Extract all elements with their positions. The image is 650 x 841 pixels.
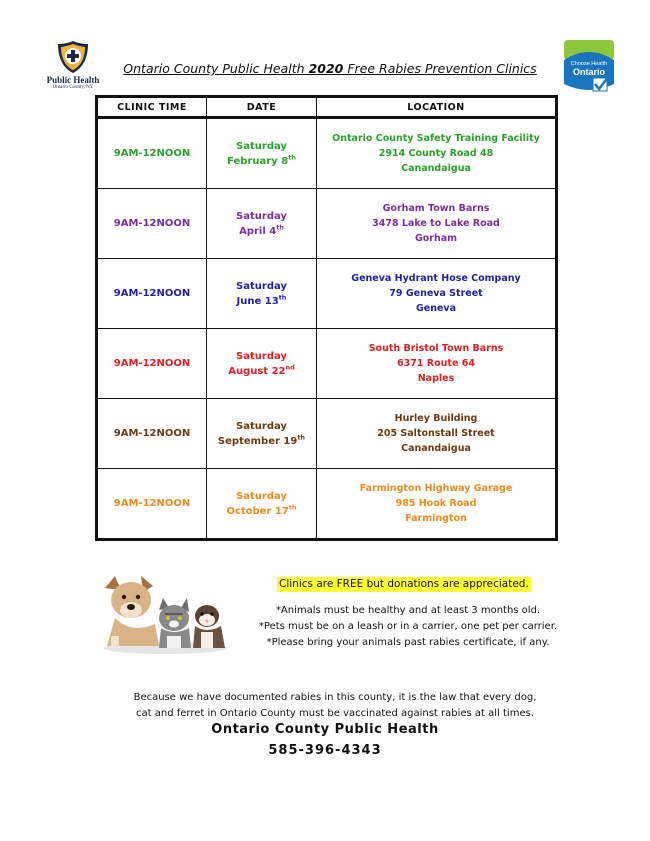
logo-left-sub: Ontario County, NY <box>52 85 94 90</box>
cell-time: 9AM-12NOON <box>97 399 207 469</box>
cell-date-suffix: th <box>276 223 284 232</box>
table-row <box>97 399 557 469</box>
cell-date-text: April 4 <box>239 225 277 237</box>
cell-location-name: Gorham Town Barns <box>382 203 490 214</box>
cell-location-address: 2914 County Road 48 <box>378 148 494 159</box>
cell-day: Saturday <box>236 140 287 152</box>
cell-location <box>317 329 557 399</box>
cell-day: Saturday <box>236 350 287 362</box>
cell-location-town: Geneva <box>415 303 457 314</box>
cell-location-town: Canandaigua <box>401 443 471 454</box>
cell-date <box>207 189 317 259</box>
cell-location-address: 3478 Lake to Lake Road <box>372 218 500 229</box>
cell-date-text: September 19 <box>217 435 298 447</box>
cell-date <box>207 118 317 189</box>
logo-right-line2: Ontario <box>572 67 606 77</box>
page-title <box>120 61 540 76</box>
title-prefix: Ontario County Public Health <box>123 61 309 76</box>
cell-location <box>317 189 557 259</box>
free-clinics-notice: Clinics are FREE but donations are appreciated. <box>279 578 529 590</box>
rule-item: *Animals must be healthy and at least 3 months old. <box>275 605 541 616</box>
cell-date <box>207 469 317 540</box>
ferret-image <box>193 605 225 648</box>
cell-date-suffix: th <box>288 153 296 162</box>
rule-item: *Pets must be on a leash or in a carrier, one pet per carrier. <box>258 621 558 632</box>
table-row <box>97 189 557 259</box>
cell-location-name: South Bristol Town Barns <box>368 343 504 354</box>
cell-location-address: 205 Saltonstall Street <box>377 428 495 439</box>
cell-day: Saturday <box>236 280 287 292</box>
table-row <box>97 118 557 189</box>
cell-date-text: August 22 <box>228 365 286 377</box>
cell-location-town: Farmington <box>405 513 467 524</box>
dog-image <box>105 576 159 646</box>
cell-location-town: Naples <box>417 373 455 384</box>
cell-date-text: June 13 <box>236 295 279 307</box>
cell-day: Saturday <box>236 420 287 432</box>
table-row <box>97 469 557 540</box>
organization-name: Ontario County Public Health <box>211 722 439 737</box>
logo-left-name: Public Health <box>46 75 100 85</box>
law-paragraph <box>100 690 570 722</box>
table-row <box>97 259 557 329</box>
cell-location-name: Ontario County Safety Training Facility <box>332 133 540 144</box>
rule-item: *Please bring your animals past rabies certificate, if any. <box>266 637 550 648</box>
cell-date-text: October 17 <box>226 505 289 517</box>
clinic-schedule-table <box>95 95 558 541</box>
column-header-date: DATE <box>207 97 317 118</box>
cell-time: 9AM-12NOON <box>97 189 207 259</box>
pets-photo <box>97 566 233 656</box>
cell-date-suffix: th <box>278 293 287 302</box>
cell-time: 9AM-12NOON <box>97 469 207 540</box>
cell-date <box>207 329 317 399</box>
column-header-time: CLINIC TIME <box>97 97 207 118</box>
table-row <box>97 329 557 399</box>
cat-image <box>159 598 191 648</box>
title-suffix: Free Rabies Prevention Clinics <box>343 61 537 76</box>
public-health-logo <box>38 40 108 96</box>
cell-date-suffix: th <box>297 433 306 442</box>
logo-right-line1: Choose Health <box>570 61 608 67</box>
cell-location-name: Geneva Hydrant Hose Company <box>351 273 521 284</box>
cell-day: Saturday <box>236 490 287 502</box>
law-line: cat and ferret in Ontario County must be vaccinated against rabies at all times. <box>136 708 534 719</box>
cell-time: 9AM-12NOON <box>97 118 207 189</box>
cell-date-suffix: th <box>288 503 297 512</box>
table-header-row <box>97 97 557 118</box>
cell-date-suffix: nd <box>285 363 295 372</box>
law-line: Because we have documented rabies in this county, it is the law that every dog, <box>133 692 537 703</box>
cell-location <box>317 118 557 189</box>
cell-location <box>317 469 557 540</box>
cell-location-town: Canandaigua <box>401 163 471 174</box>
column-header-location: LOCATION <box>317 97 557 118</box>
cell-location-name: Farmington Highway Garage <box>359 483 513 494</box>
cell-location-name: Hurley Building <box>394 413 478 424</box>
cell-time: 9AM-12NOON <box>97 259 207 329</box>
cell-location-address: 985 Hook Road <box>395 498 477 509</box>
choose-health-ontario-logo <box>560 38 618 96</box>
shield-icon <box>56 40 90 74</box>
rules-list <box>238 603 578 651</box>
cell-time: 9AM-12NOON <box>97 329 207 399</box>
cell-location-town: Gorham <box>414 233 458 244</box>
cell-day: Saturday <box>236 210 287 222</box>
cell-date <box>207 259 317 329</box>
cell-location <box>317 259 557 329</box>
cell-date-text: February 8 <box>227 155 289 167</box>
cell-date <box>207 399 317 469</box>
cell-location-address: 6371 Route 64 <box>397 358 475 369</box>
title-year: 2020 <box>308 61 344 76</box>
cell-location-address: 79 Geneva Street <box>389 288 483 299</box>
phone-number: 585-396-4343 <box>268 743 382 758</box>
cell-location <box>317 399 557 469</box>
